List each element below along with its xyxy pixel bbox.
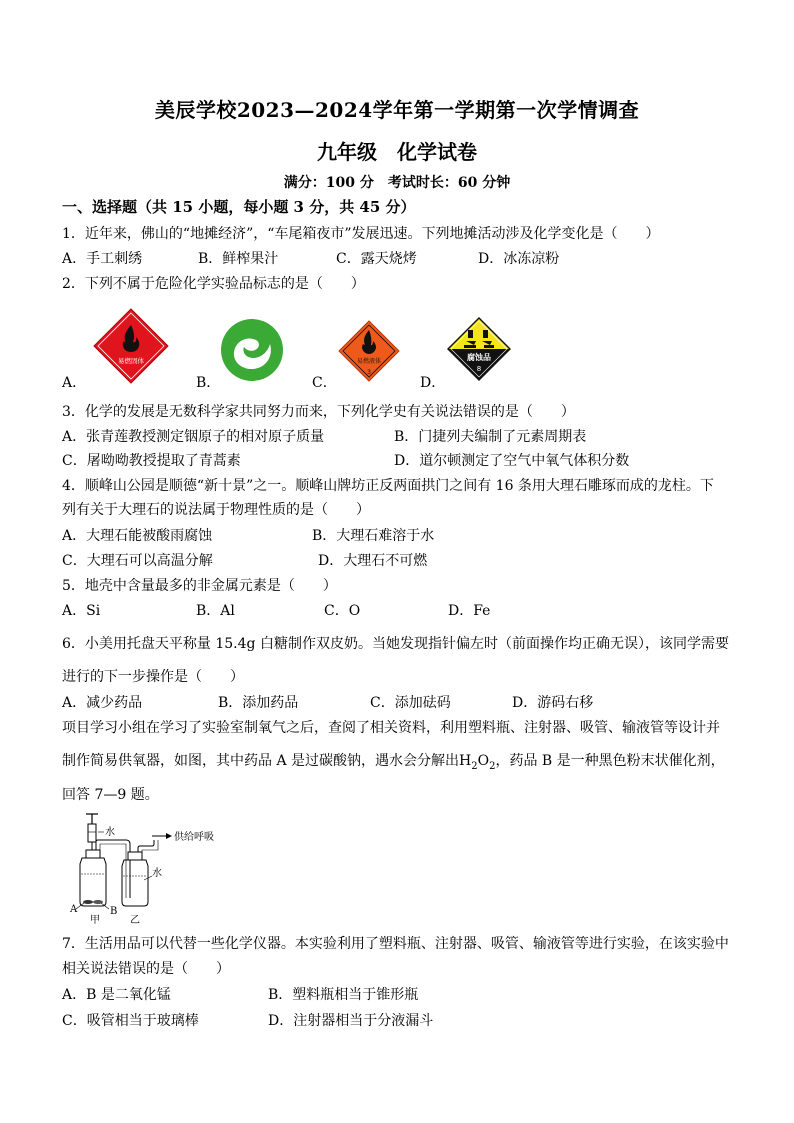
q1-option-a: A．手工刺绣 — [62, 251, 143, 267]
sign-d-text: 腐蚀品 — [467, 353, 491, 362]
q2-option-d: D． — [420, 375, 446, 391]
q6-option-b: B．添加药品 — [218, 695, 299, 711]
q7-option-d: D．注射器相当于分液漏斗 — [268, 1013, 434, 1029]
q6-option-d: D．游码右移 — [512, 695, 594, 711]
q5-option-a: A．Si — [62, 603, 101, 619]
q4-option-d: D．大理石不可燃 — [318, 553, 428, 569]
q1-option-d: D．冰冻凉粉 — [478, 251, 560, 267]
q3-stem: 3．化学的发展是无数科学家共同努力而来，下列化学史有关说法错误的是（ ） — [62, 404, 575, 420]
exam-meta: 满分：100 分 考试时长：60 分钟 — [283, 175, 511, 191]
formula-h: H — [459, 753, 472, 769]
exam-title: 美辰学校2023—2024学年第一学期第一次学情调查 — [154, 98, 640, 122]
q5-option-c: C．O — [324, 603, 361, 619]
q1-option-b: B．鲜榨果汁 — [198, 251, 279, 267]
q3-option-c: C．屠呦呦教授提取了青蒿素 — [62, 453, 241, 469]
label-water-1: 水 — [105, 827, 115, 838]
q3-option-b: B．门捷列夫编制了元素周期表 — [394, 429, 587, 445]
exam-subtitle: 九年级 化学试卷 — [317, 140, 477, 164]
q1-stem: 1．近年来，佛山的“地摊经济”，“车尾箱夜市”发展迅速。下列地摊活动涉及化学变化是（ ） — [62, 226, 660, 242]
formula-sub-2: 2 — [489, 760, 496, 772]
passage-line2 — [62, 751, 725, 777]
q5-option-d: D．Fe — [448, 603, 491, 619]
label-yi: 乙 — [130, 915, 140, 926]
flammable-liquid-sign-icon — [338, 320, 400, 382]
q7-stem-line1: 7．生活用品可以代替一些化学仪器。本实验利用了塑料瓶、注射器、吸管、输液管等进行实验，在该实验中 — [62, 936, 729, 952]
corrosive-sign-icon — [446, 316, 512, 382]
sign-a-text: 易燃固体 — [118, 357, 144, 365]
label-water-2: 水 — [152, 868, 162, 879]
q4-option-c: C．大理石可以高温分解 — [62, 553, 213, 569]
q2-option-b: B． — [196, 375, 221, 391]
label-jia: 甲 — [90, 915, 100, 926]
label-b: B — [110, 906, 118, 917]
green-circle-sign-icon — [220, 318, 284, 382]
q6-stem-line2: 进行的下一步操作是（ ） — [62, 669, 244, 685]
q7-option-a: A．B 是二氧化锰 — [62, 987, 171, 1003]
q2-option-c: C． — [312, 375, 337, 391]
q6-option-a: A．减少药品 — [62, 695, 143, 711]
q4-stem-line2: 列有关于大理石的说法属于物理性质的是（ ） — [62, 502, 370, 518]
q1-option-c: C．露天烧烤 — [336, 251, 417, 267]
q2-stem: 2．下列不属于危险化学实验品标志的是（ ） — [62, 276, 365, 292]
q7-option-b: B．塑料瓶相当于锥形瓶 — [268, 987, 419, 1003]
passage-line3: 回答 7—9 题。 — [62, 787, 159, 803]
q5-option-b: B．Al — [196, 603, 235, 619]
sign-c-num: 3 — [367, 369, 371, 376]
q3-option-a: A．张青莲教授测定铟原子的相对原子质量 — [62, 429, 325, 445]
oxygen-generator-diagram — [66, 810, 236, 930]
passage-line2b: ，药品 B 是一种黑色粉末状催化剂， — [495, 753, 725, 769]
label-a: A — [70, 904, 78, 915]
q4-stem-line1: 4．顺峰山公园是顺德“新十景”之一。顺峰山牌坊正反两面拱门之间有 16 条用大理石雕琢而成的龙柱。下 — [62, 478, 714, 494]
q7-stem-line2: 相关说法错误的是（ ） — [62, 961, 230, 977]
q4-option-b: B．大理石难溶于水 — [312, 528, 435, 544]
flammable-solid-sign-icon — [92, 307, 170, 385]
sign-c-text: 易燃液体 — [356, 358, 382, 365]
q6-stem-line1: 6．小美用托盘天平称量 15.4g 白糖制作双皮奶。当她发现指针偏左时（前面操作均正确无误），该同学需要 — [62, 636, 729, 652]
section-heading: 一、选择题（共 15 小题，每小题 3 分，共 45 分） — [62, 198, 416, 216]
q6-option-c: C．添加砝码 — [370, 695, 451, 711]
formula-sub-1: 2 — [471, 760, 478, 772]
passage-line1: 项目学习小组在学习了实验室制氧气之后，查阅了相关资料，利用塑料瓶、注射器、吸管、输液管等设计并 — [62, 720, 720, 736]
q5-stem: 5．地壳中含量最多的非金属元素是（ ） — [62, 578, 337, 594]
q7-option-c: C．吸管相当于玻璃棒 — [62, 1013, 199, 1029]
formula-o: O — [477, 753, 490, 769]
q4-option-a: A．大理石能被酸雨腐蚀 — [62, 528, 213, 544]
q2-option-a: A． — [62, 375, 87, 391]
passage-line2a: 制作简易供氧器，如图，其中药品 A 是过碳酸钠，遇水会分解出 — [62, 753, 460, 769]
q3-option-d: D．道尔顿测定了空气中氧气体积分数 — [394, 453, 630, 469]
sign-d-num: 8 — [476, 365, 482, 373]
label-supply: 供给呼吸 — [174, 832, 214, 843]
